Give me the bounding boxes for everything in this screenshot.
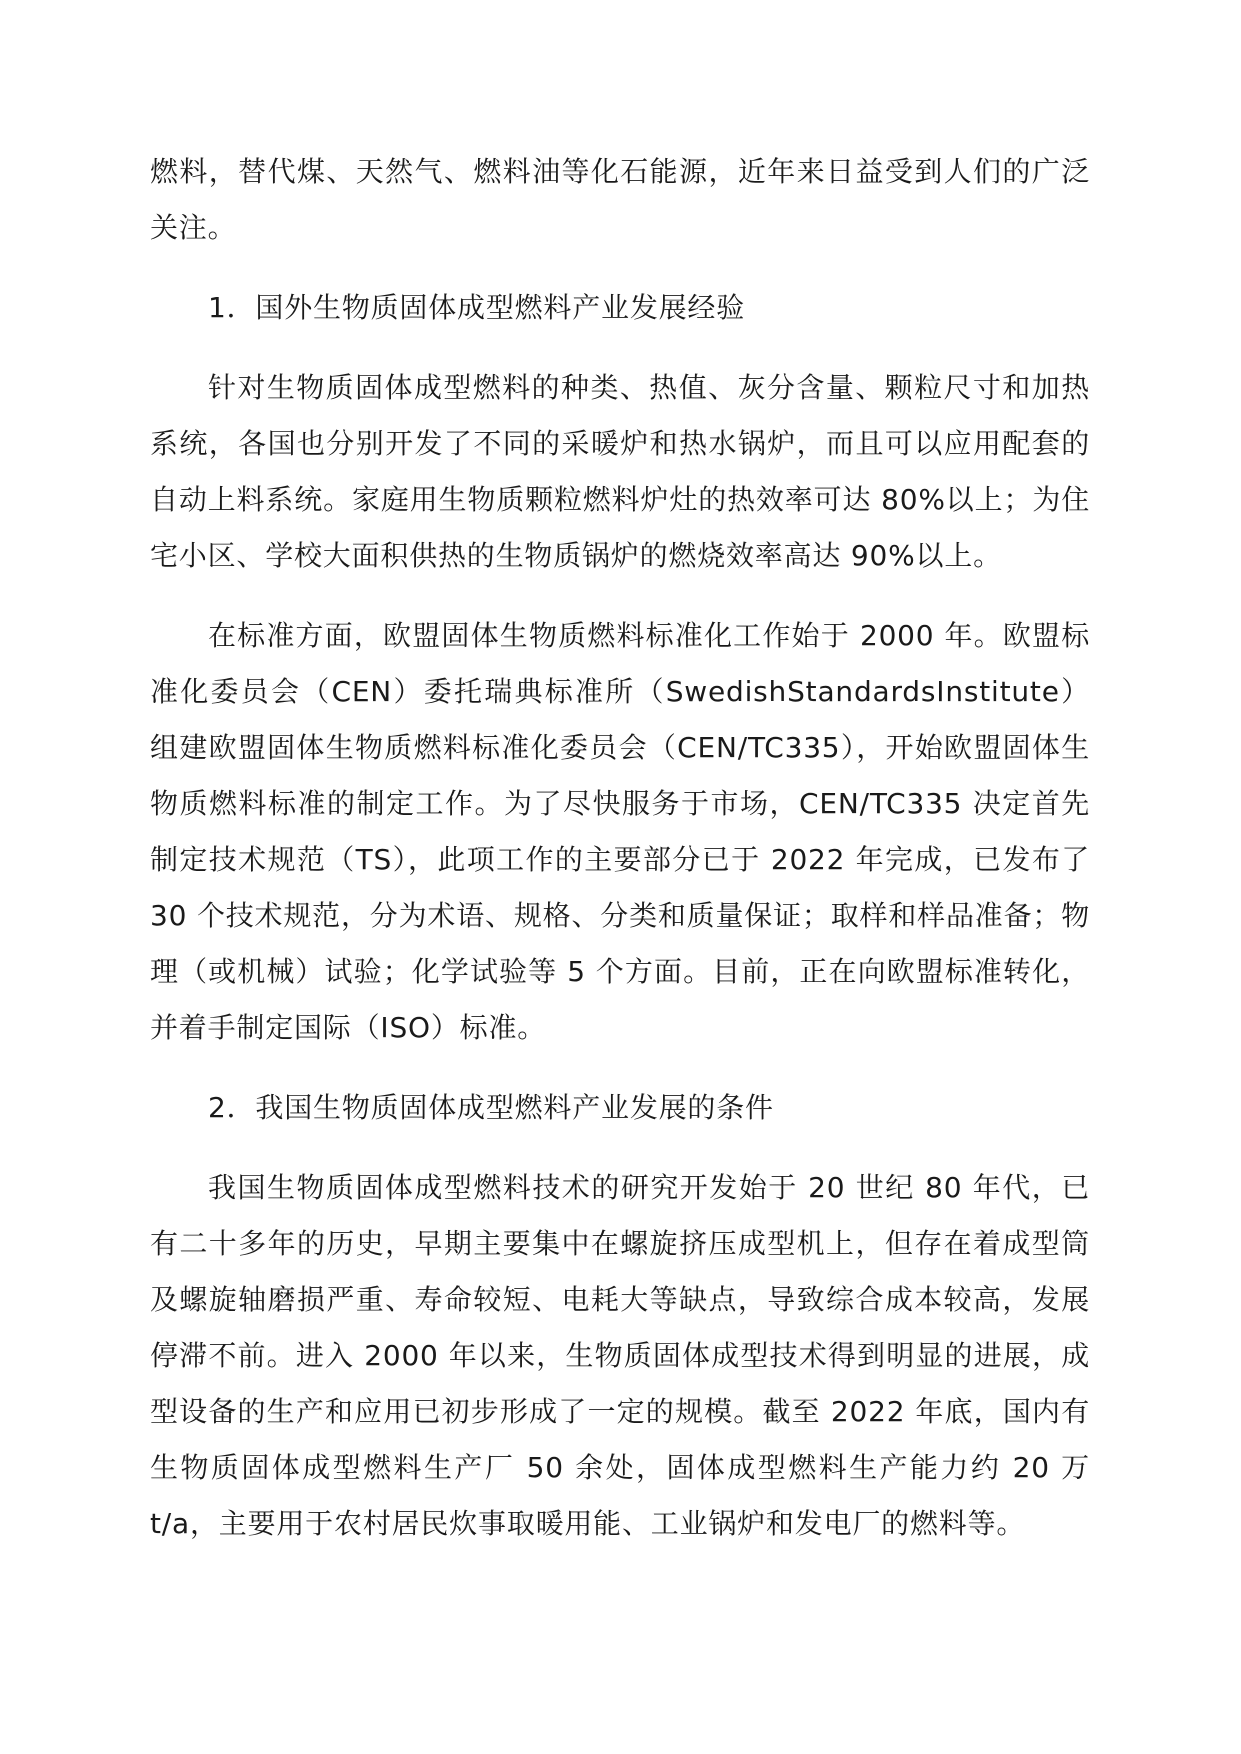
paragraph-china-development: 我国生物质固体成型燃料技术的研究开发始于 20 世纪 80 年代，已有二十多年的历史，早期主要集中在螺旋挤压成型机上，但存在着成型筒及螺旋轴磨损严重、寿命较短、电耗大等缺点，导致综合成本较高，发展停滞不前。进入 2000 年以来，生物质固体成型技术得到明显的进展，成型设备的生产和应用已初步形成了一定的规模。截至 2022 年底，国内有生物质固体成型燃料生产厂 50 余处，固体成型燃料生产能力约 20 万 t/a，主要用于农村居民炊事取暖用能、工业锅炉和发电厂的燃料等。	[150, 1171, 1090, 1540]
paragraph-intro-continuation: 燃料，替代煤、天然气、燃料油等化石能源，近年来日益受到人们的广泛关注。	[150, 155, 1090, 244]
section-heading-foreign-experience: 1．国外生物质固体成型燃料产业发展经验	[208, 291, 746, 324]
section-heading-china-conditions: 2．我国生物质固体成型燃料产业发展的条件	[208, 1091, 774, 1124]
paragraph-standards: 在标准方面，欧盟固体生物质燃料标准化工作始于 2000 年。欧盟标准化委员会（CEN）委托瑞典标准所（SwedishStandardsInstitute）组建欧盟固体生物质燃料标准化委员会（CEN/TC335），开始欧盟固体生物质燃料标准的制定工作。为了尽快服务于市场，CEN/TC335 决定首先制定技术规范（TS），此项工作的主要部分已于 2022 年完成，已发布了 30 个技术规范，分为术语、规格、分类和质量保证；取样和样品准备；物理（或机械）试验；化学试验等 5 个方面。目前，正在向欧盟标准转化，并着手制定国际（ISO）标准。	[150, 619, 1090, 1044]
paragraph-heating-systems: 针对生物质固体成型燃料的种类、热值、灰分含量、颗粒尺寸和加热系统，各国也分别开发了不同的采暖炉和热水锅炉，而且可以应用配套的自动上料系统。家庭用生物质颗粒燃料炉灶的热效率可达 80%以上；为住宅小区、学校大面积供热的生物质锅炉的燃烧效率高达 90%以上。	[150, 371, 1090, 572]
document-body	[150, 144, 1090, 1576]
